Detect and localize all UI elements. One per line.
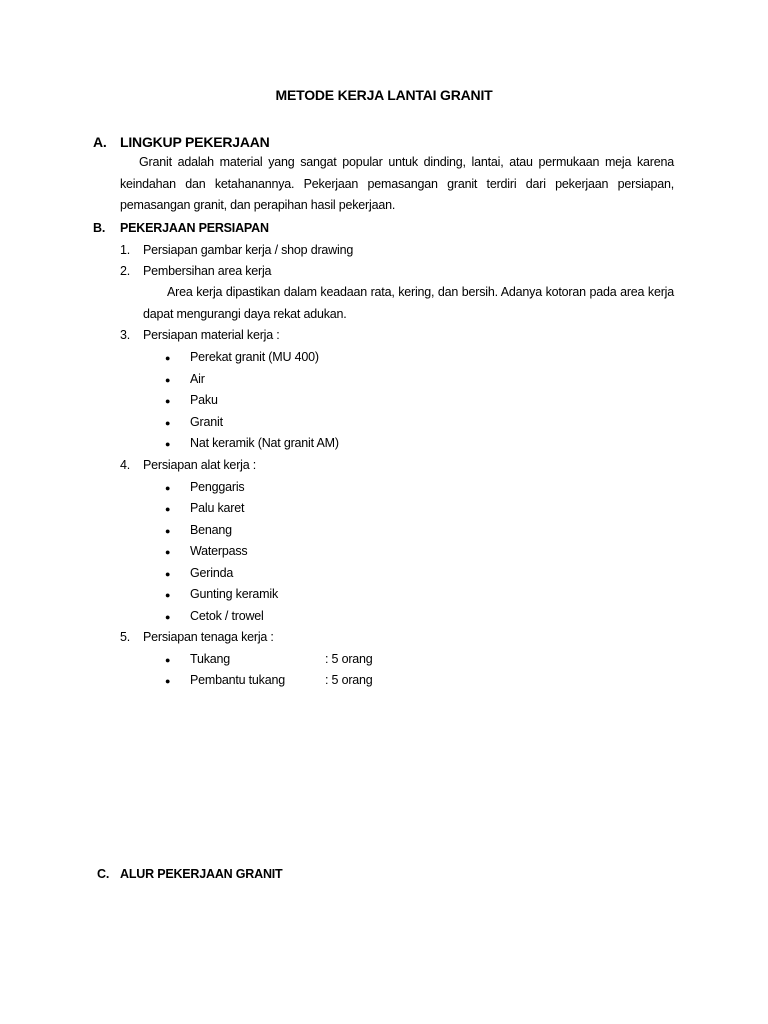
section-a-paragraph: Granit adalah material yang sangat popular untuk dinding, lantai, atau permukaan meja karena keindahan dan ketahanannya. Pekerjaan pemasangan granit terdiri dari pekerjaan persiapan, pemasangan granit, dan perapihan hasil pekerjaan.	[120, 155, 674, 212]
section-c-letter: C.	[97, 867, 110, 881]
worker-role: Pembantu tukang	[190, 673, 285, 687]
section-b-letter: B.	[93, 221, 106, 235]
bullet-item: Benang	[190, 523, 232, 537]
section-a-letter: A.	[93, 134, 107, 150]
bullet-icon: ●	[165, 418, 171, 428]
bullet-item: Cetok / trowel	[190, 609, 264, 623]
list-item-number: 4.	[120, 458, 131, 472]
bullet-icon: ●	[165, 676, 171, 686]
worker-count: : 5 orang	[325, 673, 373, 687]
bullet-item: Gerinda	[190, 566, 234, 580]
bullet-icon: ●	[165, 526, 171, 536]
worker-role: Tukang	[190, 652, 231, 666]
list-item: Pembersihan area kerja	[143, 264, 272, 278]
list-item-number: 2.	[120, 264, 131, 278]
list-item: Persiapan material kerja :	[143, 328, 280, 342]
bullet-icon: ●	[165, 504, 171, 514]
list-item-number: 5.	[120, 630, 131, 644]
bullet-item: Nat keramik (Nat granit AM)	[190, 436, 339, 450]
bullet-icon: ●	[165, 483, 171, 493]
bullet-item: Palu karet	[190, 501, 245, 515]
bullet-item: Paku	[190, 393, 218, 407]
bullet-icon: ●	[165, 439, 171, 449]
list-item: Persiapan alat kerja :	[143, 458, 257, 472]
bullet-icon: ●	[165, 612, 171, 622]
bullet-item: Waterpass	[190, 544, 248, 558]
bullet-item: Perekat granit (MU 400)	[190, 350, 319, 364]
document-title: METODE KERJA LANTAI GRANIT	[275, 87, 493, 103]
list-item: Persiapan tenaga kerja :	[143, 630, 274, 644]
bullet-icon: ●	[165, 655, 171, 665]
bullet-icon: ●	[165, 353, 171, 363]
bullet-icon: ●	[165, 547, 171, 557]
bullet-item: Air	[190, 372, 205, 386]
list-item: Persiapan gambar kerja / shop drawing	[143, 243, 354, 257]
section-a-heading: LINGKUP PEKERJAAN	[120, 134, 270, 150]
list-item-number: 1.	[120, 243, 131, 257]
bullet-icon: ●	[165, 396, 171, 406]
bullet-item: Penggaris	[190, 480, 245, 494]
item-2-paragraph: Area kerja dipastikan dalam keadaan rata, kering, dan bersih. Adanya kotoran pada area kerja dapat mengurangi daya rekat adukan.	[143, 285, 674, 321]
worker-count: : 5 orang	[325, 652, 373, 666]
bullet-icon: ●	[165, 569, 171, 579]
bullet-item: Granit	[190, 415, 223, 429]
section-c-heading: ALUR PEKERJAAN GRANIT	[120, 867, 283, 881]
section-b-heading: PEKERJAAN PERSIAPAN	[120, 221, 269, 235]
list-item-number: 3.	[120, 328, 131, 342]
bullet-icon: ●	[165, 590, 171, 600]
bullet-icon: ●	[165, 375, 171, 385]
bullet-item: Gunting keramik	[190, 587, 279, 601]
